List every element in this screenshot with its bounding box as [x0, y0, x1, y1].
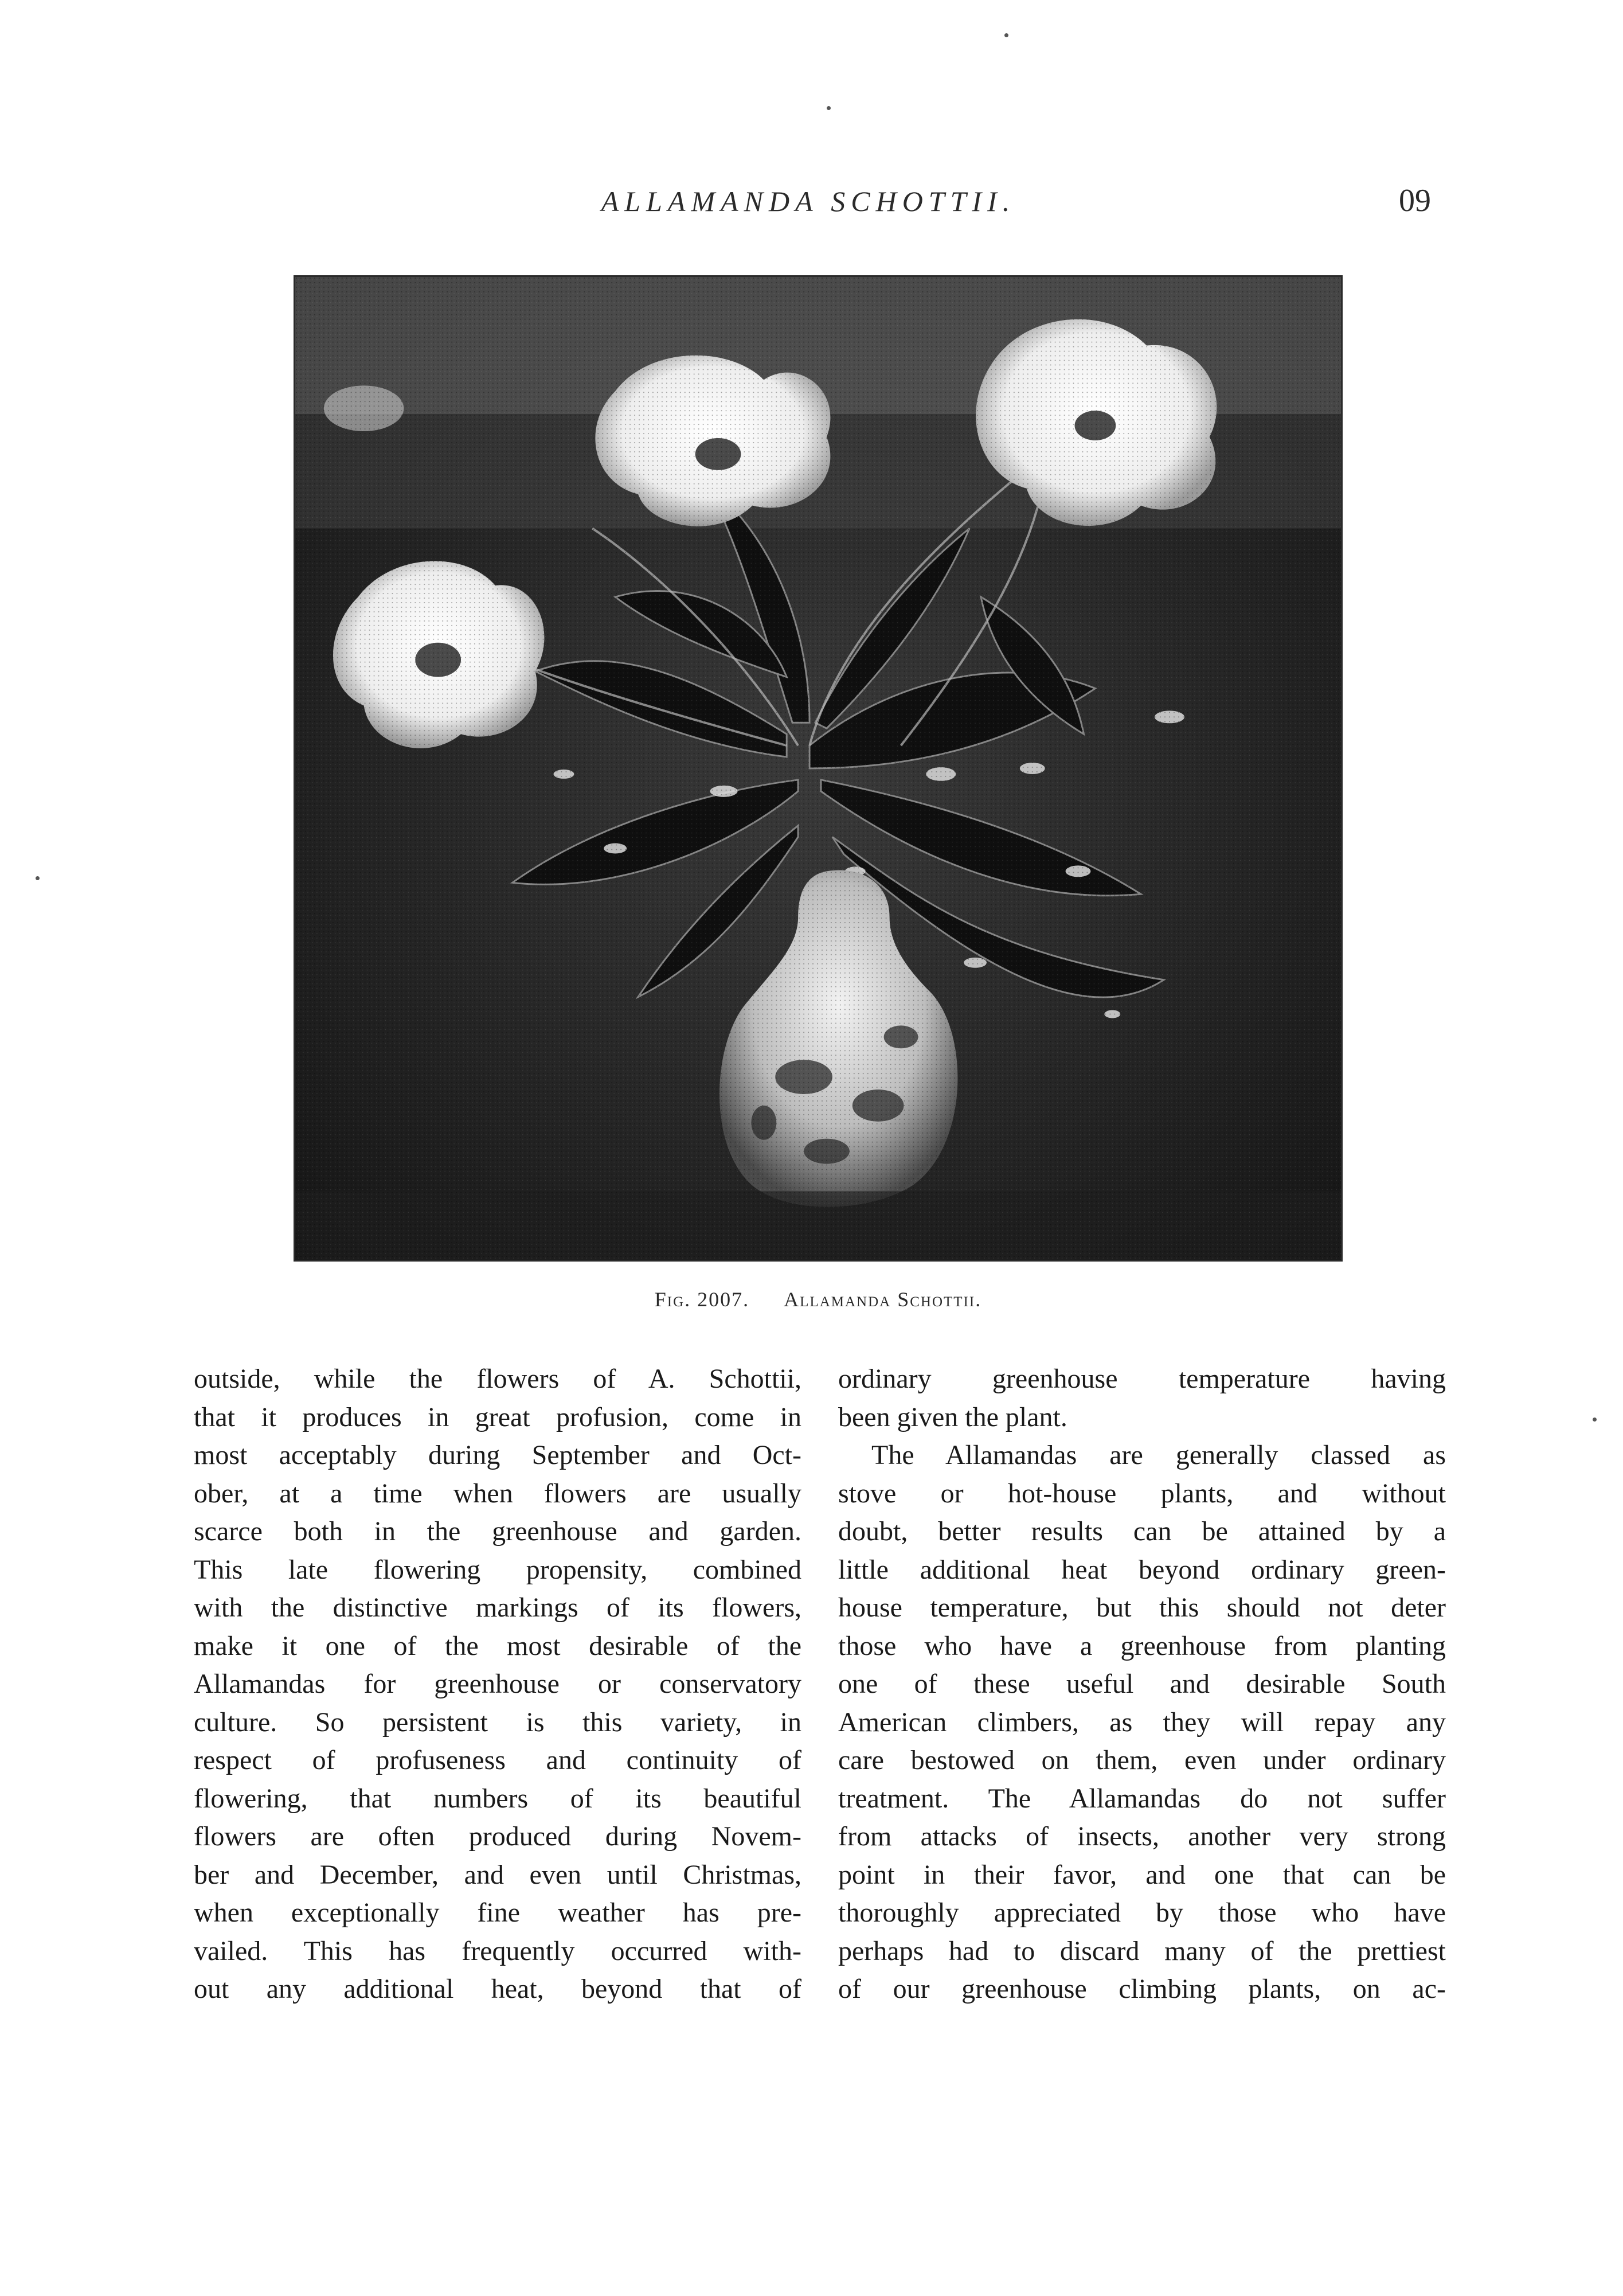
text-line: been given the plant.: [838, 1401, 1067, 1432]
print-speck: [1004, 33, 1008, 37]
figure-caption: [294, 1287, 1343, 1311]
text-line: respect of profuseness and continuity of: [194, 1745, 801, 1775]
text-line: Allamandas for greenhouse or conservatory: [194, 1669, 801, 1699]
running-head: ALLAMANDA SCHOTTII.: [601, 185, 1016, 217]
text-line: treatment. The Allamandas do not suffer: [838, 1783, 1446, 1814]
text-line: flowers are often produced during Novem-: [194, 1821, 801, 1852]
text-line: one of these useful and desirable South: [838, 1669, 1446, 1699]
text-line: those who have a greenhouse from planting: [838, 1630, 1446, 1661]
text-line: of our greenhouse climbing plants, on ac-: [838, 1974, 1446, 2004]
text-line: stove or hot-house plants, and without: [838, 1478, 1446, 1509]
text-line: thoroughly appreciated by those who have: [838, 1897, 1446, 1928]
text-line: perhaps had to discard many of the prettiest: [838, 1935, 1446, 1966]
text-line: ber and December, and even until Christmas,: [194, 1859, 801, 1890]
caption-title: Allamanda Schottii.: [784, 1288, 982, 1311]
text-line: house temperature, but this should not deter: [838, 1592, 1446, 1623]
text-line: scarce both in the greenhouse and garden.: [194, 1516, 801, 1547]
text-line: that it produces in great profusion, come in: [194, 1401, 801, 1432]
text-line: American climbers, as they will repay any: [838, 1707, 1446, 1737]
allamanda-photo: [295, 277, 1341, 1260]
text-line: flowering, that numbers of its beautiful: [194, 1783, 801, 1814]
print-speck: [827, 106, 831, 110]
text-line: make it one of the most desirable of the: [194, 1630, 801, 1661]
text-line: ober, at a time when flowers are usually: [194, 1478, 801, 1509]
figure-image: [294, 275, 1343, 1262]
caption-figure-number: Fig. 2007.: [654, 1288, 750, 1311]
text-line: out any additional heat, beyond that of: [194, 1974, 801, 2004]
text-line: little additional heat beyond ordinary green-: [838, 1554, 1446, 1585]
page-number: 09: [1399, 183, 1431, 218]
left-column: [194, 1360, 801, 2009]
text-line: vailed. This has frequently occurred with-: [194, 1935, 801, 1966]
text-line: doubt, better results can be attained by a: [838, 1516, 1446, 1547]
text-line: outside, while the flowers of A. Schottii,: [194, 1364, 801, 1394]
print-speck: [1593, 1418, 1597, 1422]
print-speck: [36, 876, 40, 880]
text-line: ordinary greenhouse temperature having: [838, 1364, 1446, 1394]
text-line: with the distinctive markings of its flowers,: [194, 1592, 801, 1623]
text-line: The Allamandas are generally classed as: [871, 1440, 1446, 1470]
right-column: [838, 1360, 1446, 2009]
text-line: culture. So persistent is this variety, in: [194, 1707, 801, 1737]
text-line: This late flowering propensity, combined: [194, 1554, 801, 1585]
text-line: most acceptably during September and Oct-: [194, 1440, 801, 1470]
text-line: when exceptionally fine weather has pre-: [194, 1897, 801, 1928]
text-line: point in their favor, and one that can be: [838, 1859, 1446, 1890]
text-line: care bestowed on them, even under ordinary: [838, 1745, 1446, 1775]
text-line: from attacks of insects, another very strong: [838, 1821, 1446, 1852]
